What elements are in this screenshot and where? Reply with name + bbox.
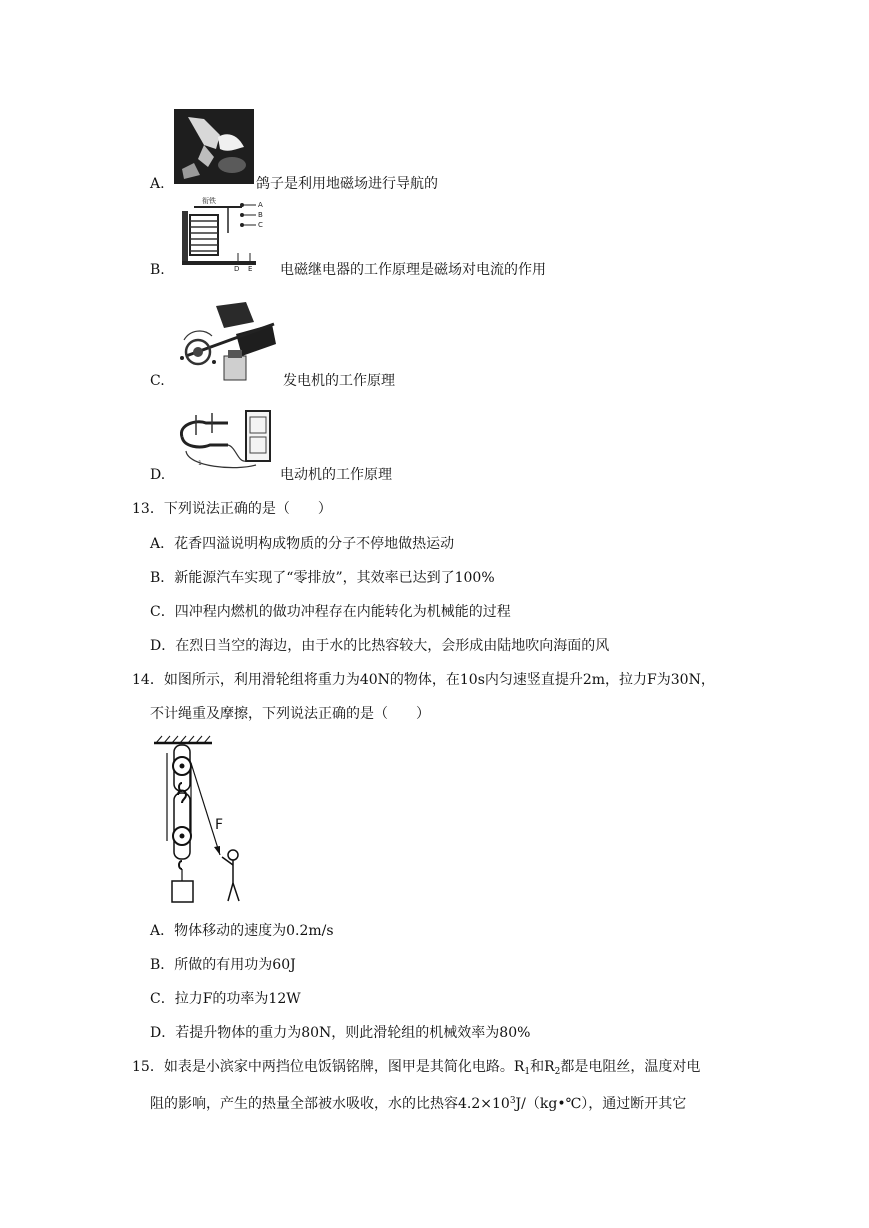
pulley-force-label: F (215, 817, 224, 833)
r1-subscript: 1 (524, 1067, 531, 1077)
q13-option-c: C．四冲程内燃机的做功冲程存在内能转化为机械能的过程 (150, 604, 511, 620)
q15-line2 (150, 1092, 686, 1113)
motor-diagram (176, 407, 276, 479)
q14-option-d: D．若提升物体的重力为80N，则此滑轮组的机械效率为80% (150, 1025, 531, 1041)
q12-option-a-text: 鸽子是利用地磁场进行导航的 (256, 176, 438, 192)
q14-option-b: B．所做的有用功为60J (150, 957, 296, 973)
relay-label-c: C (258, 221, 263, 229)
q14-stem-line2: 不计绳重及摩擦，下列说法正确的是（ ） (150, 706, 430, 722)
relay-diagram (176, 193, 268, 273)
q15-line2-part2: J/（kg•℃），通过断开其它 (515, 1096, 687, 1112)
relay-label-e: E (248, 265, 253, 273)
q12-option-b-label: B. (150, 262, 165, 278)
svg-text:1: 1 (198, 460, 202, 467)
q13-option-a: A．花香四溢说明构成物质的分子不停地做热运动 (150, 536, 455, 552)
q15-line1-part3: 都是电阻丝，温度对电 (560, 1059, 701, 1075)
pigeon-photo (174, 109, 254, 184)
q15-line1-part2: 和R (530, 1059, 555, 1075)
relay-label-d: D (234, 265, 240, 273)
q12-option-d-label: D. (150, 467, 166, 483)
q12-option-d-text: 电动机的工作原理 (280, 467, 392, 483)
q14-option-a: A．物体移动的速度为0.2m/s (150, 923, 334, 939)
relay-label-a: A (258, 201, 263, 209)
q15-line2-part1: 阻的影响，产生的热量全部被水吸收，水的比热容4.2×10 (150, 1096, 510, 1112)
q14-option-c: C．拉力F的功率为12W (150, 991, 301, 1007)
q13-stem: 13．下列说法正确的是（ ） (132, 501, 332, 517)
relay-top-label: 衔铁 (202, 197, 216, 205)
r2-subscript: 2 (554, 1067, 561, 1077)
q13-option-b: B．新能源汽车实现了“零排放”，其效率已达到了100% (150, 570, 495, 586)
q12-option-c-text: 发电机的工作原理 (283, 373, 395, 389)
q12-option-c-label: C. (150, 373, 165, 389)
q12-option-a-label: A. (150, 176, 165, 192)
q14-stem-line1: 14．如图所示，利用滑轮组将重力为40N的物体，在10s内匀速竖直提升2m，拉力F为30N， (132, 672, 715, 688)
q13-option-d: D．在烈日当空的海边，由于水的比热容较大，会形成由陆地吹向海面的风 (150, 638, 610, 654)
pulley-diagram (150, 733, 250, 905)
generator-diagram (176, 300, 280, 388)
relay-label-b: B (258, 211, 263, 219)
q12-option-b-text: 电磁继电器的工作原理是磁场对电流的作用 (280, 262, 546, 278)
exponent-superscript: 3 (509, 1096, 516, 1106)
q15-line1 (132, 1058, 700, 1081)
q15-line1-part1: 15．如表是小滨家中两挡位电饭锅铭牌，图甲是其简化电路。R (132, 1059, 525, 1075)
